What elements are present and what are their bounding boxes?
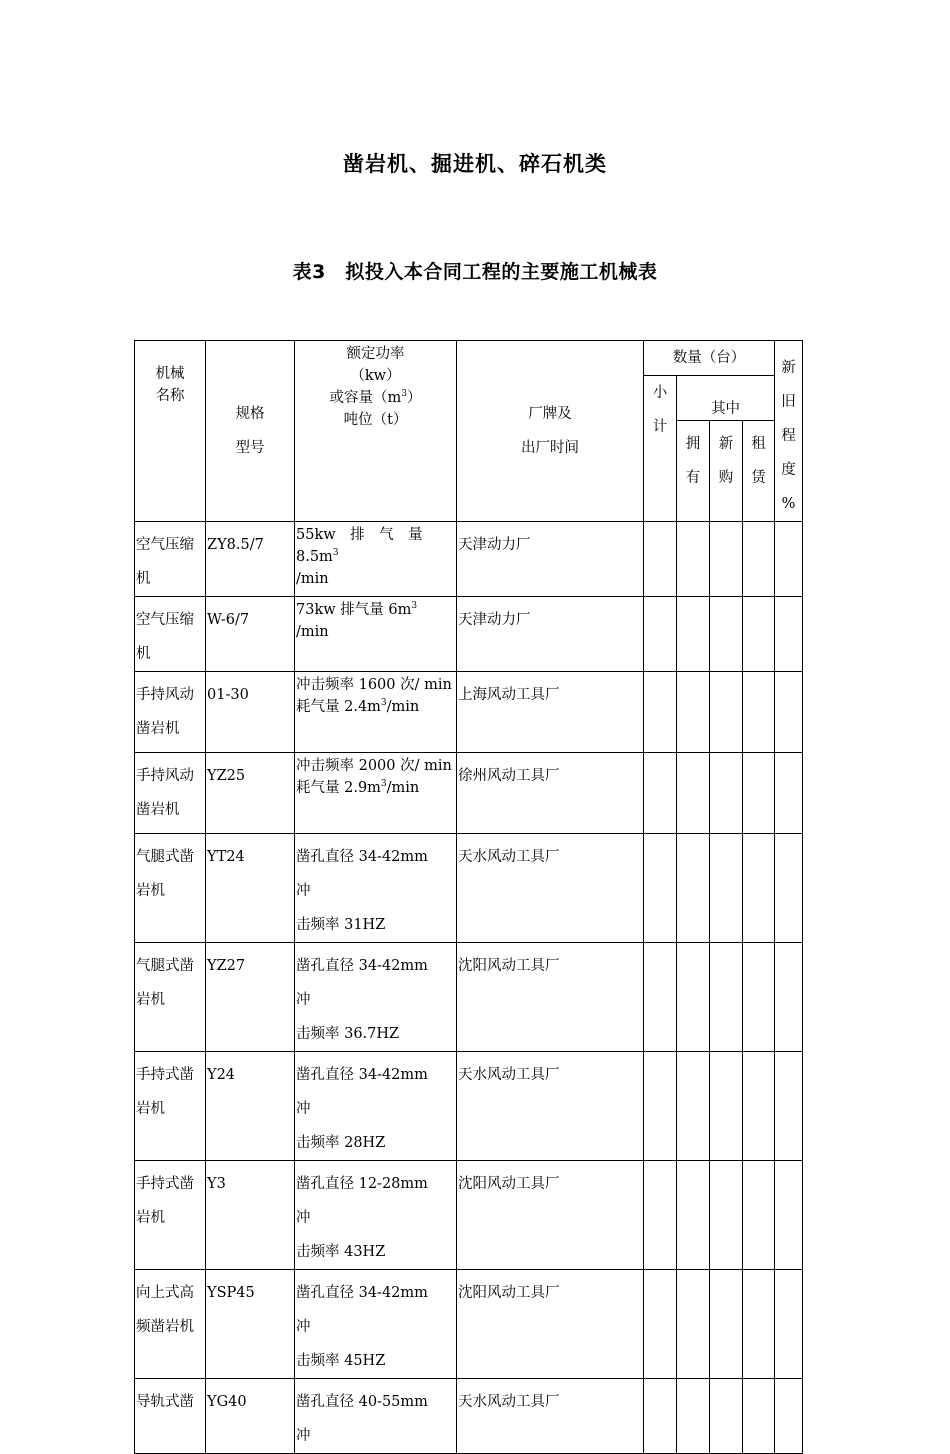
subtotal-cell bbox=[644, 1270, 677, 1379]
machine-name-cell: 手持风动 凿岩机 bbox=[135, 672, 206, 753]
subtotal-cell bbox=[644, 753, 677, 834]
machine-name-cell: 向上式高 频凿岩机 bbox=[135, 1270, 206, 1379]
table-row bbox=[135, 672, 803, 753]
lease-cell bbox=[743, 1379, 775, 1454]
condition-cell bbox=[775, 597, 803, 672]
header-spec-model: 规格 型号 bbox=[206, 341, 295, 522]
factory-cell: 上海风动工具厂 bbox=[457, 672, 644, 753]
lease-cell bbox=[743, 943, 775, 1052]
new-purchase-cell bbox=[710, 1052, 743, 1161]
power-cell: 73kw 排气量 $6m^3$ /min bbox=[295, 597, 457, 672]
condition-cell bbox=[775, 943, 803, 1052]
spec-cell: 01-30 bbox=[206, 672, 295, 753]
table-row bbox=[135, 834, 803, 943]
table-row bbox=[135, 1161, 803, 1270]
spec-cell: YT24 bbox=[206, 834, 295, 943]
machine-name-cell: 气腿式凿 岩机 bbox=[135, 834, 206, 943]
owned-cell bbox=[677, 753, 710, 834]
lease-cell bbox=[743, 1161, 775, 1270]
lease-cell bbox=[743, 1052, 775, 1161]
spec-cell: W-6/7 bbox=[206, 597, 295, 672]
table-title: 表3 拟投入本合同工程的主要施工机械表 bbox=[292, 261, 658, 283]
spec-cell: ZY8.5/7 bbox=[206, 522, 295, 597]
lease-cell bbox=[743, 1270, 775, 1379]
table-row bbox=[135, 1379, 803, 1454]
factory-cell: 天水风动工具厂 bbox=[457, 834, 644, 943]
owned-cell bbox=[677, 1052, 710, 1161]
factory-cell: 沈阳风动工具厂 bbox=[457, 1270, 644, 1379]
spec-cell: YG40 bbox=[206, 1379, 295, 1454]
new-purchase-cell bbox=[710, 753, 743, 834]
header-machine-name: 机械 名称 bbox=[135, 341, 206, 522]
owned-cell bbox=[677, 1379, 710, 1454]
table-row bbox=[135, 522, 803, 597]
machine-name-cell: 气腿式凿 岩机 bbox=[135, 943, 206, 1052]
header-owned: 拥 有 bbox=[677, 421, 710, 522]
factory-cell: 沈阳风动工具厂 bbox=[457, 1161, 644, 1270]
power-cell: 冲击频率 2000 次/ min 耗气量 $2.9m^3/\min$ bbox=[295, 753, 457, 834]
condition-cell bbox=[775, 1052, 803, 1161]
header-factory: 厂牌及 出厂时间 bbox=[457, 341, 644, 522]
factory-cell: 天水风动工具厂 bbox=[457, 1379, 644, 1454]
spec-cell: Y24 bbox=[206, 1052, 295, 1161]
subtotal-cell bbox=[644, 672, 677, 753]
table-row bbox=[135, 1270, 803, 1379]
table-row bbox=[135, 943, 803, 1052]
owned-cell bbox=[677, 1161, 710, 1270]
header-condition: 新 旧 程 度 % bbox=[775, 341, 803, 522]
spec-cell: Y3 bbox=[206, 1161, 295, 1270]
subtotal-cell bbox=[644, 834, 677, 943]
new-purchase-cell bbox=[710, 672, 743, 753]
header-among: 其中 bbox=[677, 376, 775, 421]
new-purchase-cell bbox=[710, 943, 743, 1052]
lease-cell bbox=[743, 834, 775, 943]
spec-cell: YZ25 bbox=[206, 753, 295, 834]
factory-cell: 徐州风动工具厂 bbox=[457, 753, 644, 834]
power-cell: 冲击频率 1600 次/ min 耗气量 $2.4m^3/\min$ bbox=[295, 672, 457, 753]
subtotal-cell bbox=[644, 1379, 677, 1454]
subtotal-cell bbox=[644, 1052, 677, 1161]
machine-name-cell: 导轨式凿 bbox=[135, 1379, 206, 1454]
subtotal-cell bbox=[644, 943, 677, 1052]
new-purchase-cell bbox=[710, 1379, 743, 1454]
factory-cell: 天水风动工具厂 bbox=[457, 1052, 644, 1161]
subtotal-cell bbox=[644, 522, 677, 597]
condition-cell bbox=[775, 1379, 803, 1454]
table-row bbox=[135, 753, 803, 834]
new-purchase-cell bbox=[710, 597, 743, 672]
lease-cell bbox=[743, 753, 775, 834]
machine-name-cell: 手持式凿 岩机 bbox=[135, 1161, 206, 1270]
header-new-purchase: 新 购 bbox=[710, 421, 743, 522]
machine-name-cell: 空气压缩 机 bbox=[135, 597, 206, 672]
machine-name-cell: 手持式凿 岩机 bbox=[135, 1052, 206, 1161]
header-subtotal: 小 计 bbox=[644, 376, 677, 522]
factory-cell: 沈阳风动工具厂 bbox=[457, 943, 644, 1052]
factory-cell: 天津动力厂 bbox=[457, 522, 644, 597]
table-row bbox=[135, 1052, 803, 1161]
owned-cell bbox=[677, 522, 710, 597]
header-quantity: 数量（台） bbox=[644, 341, 775, 376]
spec-cell: YSP45 bbox=[206, 1270, 295, 1379]
new-purchase-cell bbox=[710, 522, 743, 597]
owned-cell bbox=[677, 597, 710, 672]
table-body bbox=[135, 522, 803, 1454]
condition-cell bbox=[775, 522, 803, 597]
owned-cell bbox=[677, 672, 710, 753]
subtotal-cell bbox=[644, 597, 677, 672]
lease-cell bbox=[743, 672, 775, 753]
owned-cell bbox=[677, 834, 710, 943]
spec-cell: YZ27 bbox=[206, 943, 295, 1052]
owned-cell bbox=[677, 943, 710, 1052]
power-cell: 凿孔直径 34-42mm 冲 击频率 31HZ bbox=[295, 834, 457, 943]
condition-cell bbox=[775, 834, 803, 943]
condition-cell bbox=[775, 753, 803, 834]
factory-cell: 天津动力厂 bbox=[457, 597, 644, 672]
header-lease: 租 赁 bbox=[743, 421, 775, 522]
new-purchase-cell bbox=[710, 1270, 743, 1379]
power-cell: 凿孔直径 40-55mm 冲 bbox=[295, 1379, 457, 1454]
new-purchase-cell bbox=[710, 834, 743, 943]
machine-name-cell: 手持风动 凿岩机 bbox=[135, 753, 206, 834]
power-cell: 55kw 排 气 量 $8.5m^3$ /min bbox=[295, 522, 457, 597]
power-cell: 凿孔直径 34-42mm 冲 击频率 36.7HZ bbox=[295, 943, 457, 1052]
new-purchase-cell bbox=[710, 1161, 743, 1270]
subtotal-cell bbox=[644, 1161, 677, 1270]
table-row bbox=[135, 597, 803, 672]
owned-cell bbox=[677, 1270, 710, 1379]
condition-cell bbox=[775, 1270, 803, 1379]
power-cell: 凿孔直径 12-28mm 冲 击频率 43HZ bbox=[295, 1161, 457, 1270]
condition-cell bbox=[775, 1161, 803, 1270]
power-cell: 凿孔直径 34-42mm 冲 击频率 45HZ bbox=[295, 1270, 457, 1379]
condition-cell bbox=[775, 672, 803, 753]
page-title: 凿岩机、掘进机、碎石机类 bbox=[343, 152, 607, 176]
lease-cell bbox=[743, 597, 775, 672]
header-rated-power: 额定功率 （kw） 或容量$(m^3)$ 吨位（t） bbox=[295, 341, 457, 522]
machinery-table bbox=[134, 340, 803, 1454]
power-cell: 凿孔直径 34-42mm 冲 击频率 28HZ bbox=[295, 1052, 457, 1161]
machine-name-cell: 空气压缩 机 bbox=[135, 522, 206, 597]
lease-cell bbox=[743, 522, 775, 597]
